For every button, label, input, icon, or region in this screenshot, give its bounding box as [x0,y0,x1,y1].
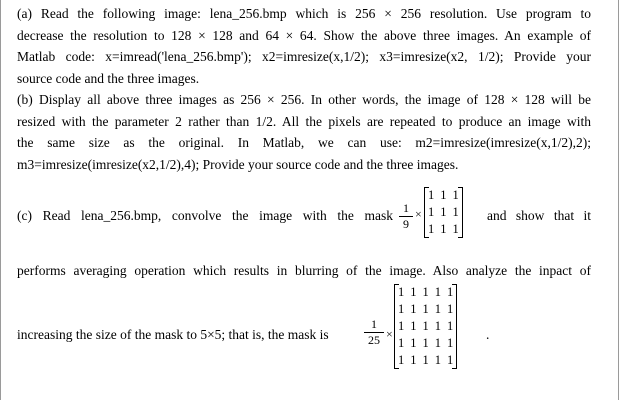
text-line: Matlab code: x=imread('lena_256.bmp'); x2=imresize(x,1/2); x3=imresize(x2, 1/2); Provide your [17,49,591,64]
matrix-row [395,301,456,318]
right-bracket [452,284,457,369]
matrix-cell: 1 [434,353,441,367]
text-line: the same size as the original. In Matlab, we can use: m2=imresize(imresize(x,1/2),2); [17,135,591,150]
matrix-cell: 1 [440,188,447,202]
part-b-paragraph [17,89,591,175]
matrix-cell: 1 [398,319,405,333]
right-bracket [458,187,463,238]
matrix-cell: 1 [398,353,405,367]
mask2-matrix [395,284,456,369]
text-line: source code and the three images. [17,70,200,86]
matrix-cell: 1 [428,205,435,219]
left-bracket [424,187,429,238]
mask1-fraction [399,202,413,231]
matrix-cell: 1 [398,336,405,350]
part-c-intro: (c) Read lena_256.bmp, convolve the image with the mask [17,208,393,223]
matrix-cell: 1 [410,353,417,367]
matrix-row [395,335,456,352]
period: . [486,327,490,342]
matrix-row [425,221,462,238]
matrix-cell: 1 [398,302,405,316]
mask1-numerator: 1 [403,201,409,215]
matrix-cell: 1 [447,285,454,299]
matrix-cell: 1 [422,353,429,367]
matrix-cell: 1 [440,222,447,236]
matrix-cell: 1 [428,188,435,202]
matrix-cell: 1 [434,285,441,299]
matrix-cell: 1 [452,188,459,202]
mask2-fraction [364,318,384,347]
matrix-cell: 1 [428,222,435,236]
matrix-cell: 1 [447,353,454,367]
matrix-row [395,352,456,369]
mask2-table [395,284,456,369]
text-line: m3=imresize(imresize(x2,1/2),4); Provide your source code and the three images. [17,156,459,172]
mask1-denominator: 9 [403,217,409,231]
matrix-row [395,284,456,301]
matrix-cell: 1 [422,285,429,299]
text-line: (b) Display all above three images as 256 × 256. In other words, the image of 128 × 128 will be [17,92,591,107]
part-c-after-mask: and show that it [487,208,591,223]
matrix-cell: 1 [434,319,441,333]
mask2-numerator: 1 [371,317,377,331]
matrix-cell: 1 [452,205,459,219]
matrix-row [425,204,462,221]
matrix-cell: 1 [447,336,454,350]
part-a-paragraph [17,3,591,89]
times-symbol: × [386,327,393,341]
matrix-cell: 1 [410,285,417,299]
left-bracket [394,284,399,369]
matrix-cell: 1 [434,302,441,316]
matrix-cell: 1 [422,302,429,316]
part-c-line2: performs averaging operation which results in blurring of the image. Also analyze the inpact of [17,263,591,278]
times-symbol: × [415,207,422,221]
text-line: (a) Read the following image: lena_256.bmp which is 256 × 256 resolution. Use program to [17,6,591,21]
matrix-row [395,318,456,335]
matrix-cell: 1 [447,302,454,316]
matrix-cell: 1 [434,336,441,350]
matrix-cell: 1 [440,205,447,219]
text-line: resized with the parameter 2 rather than 1/2. All the pixels are repeated to produce an image with [17,113,591,129]
matrix-cell: 1 [422,319,429,333]
part-c-line3: increasing the size of the mask to 5×5; that is, the mask is [17,327,329,342]
matrix-cell: 1 [410,302,417,316]
mask2-denominator: 25 [368,333,380,347]
mask1-matrix [425,187,462,238]
matrix-row [425,187,462,204]
matrix-cell: 1 [452,222,459,236]
text-line: decrease the resolution to 128 × 128 and 64 × 64. Show the above three images. An example of [17,27,591,43]
matrix-cell: 1 [410,336,417,350]
mask1-table [425,187,462,238]
matrix-cell: 1 [422,336,429,350]
matrix-cell: 1 [410,319,417,333]
matrix-cell: 1 [447,319,454,333]
matrix-cell: 1 [398,285,405,299]
